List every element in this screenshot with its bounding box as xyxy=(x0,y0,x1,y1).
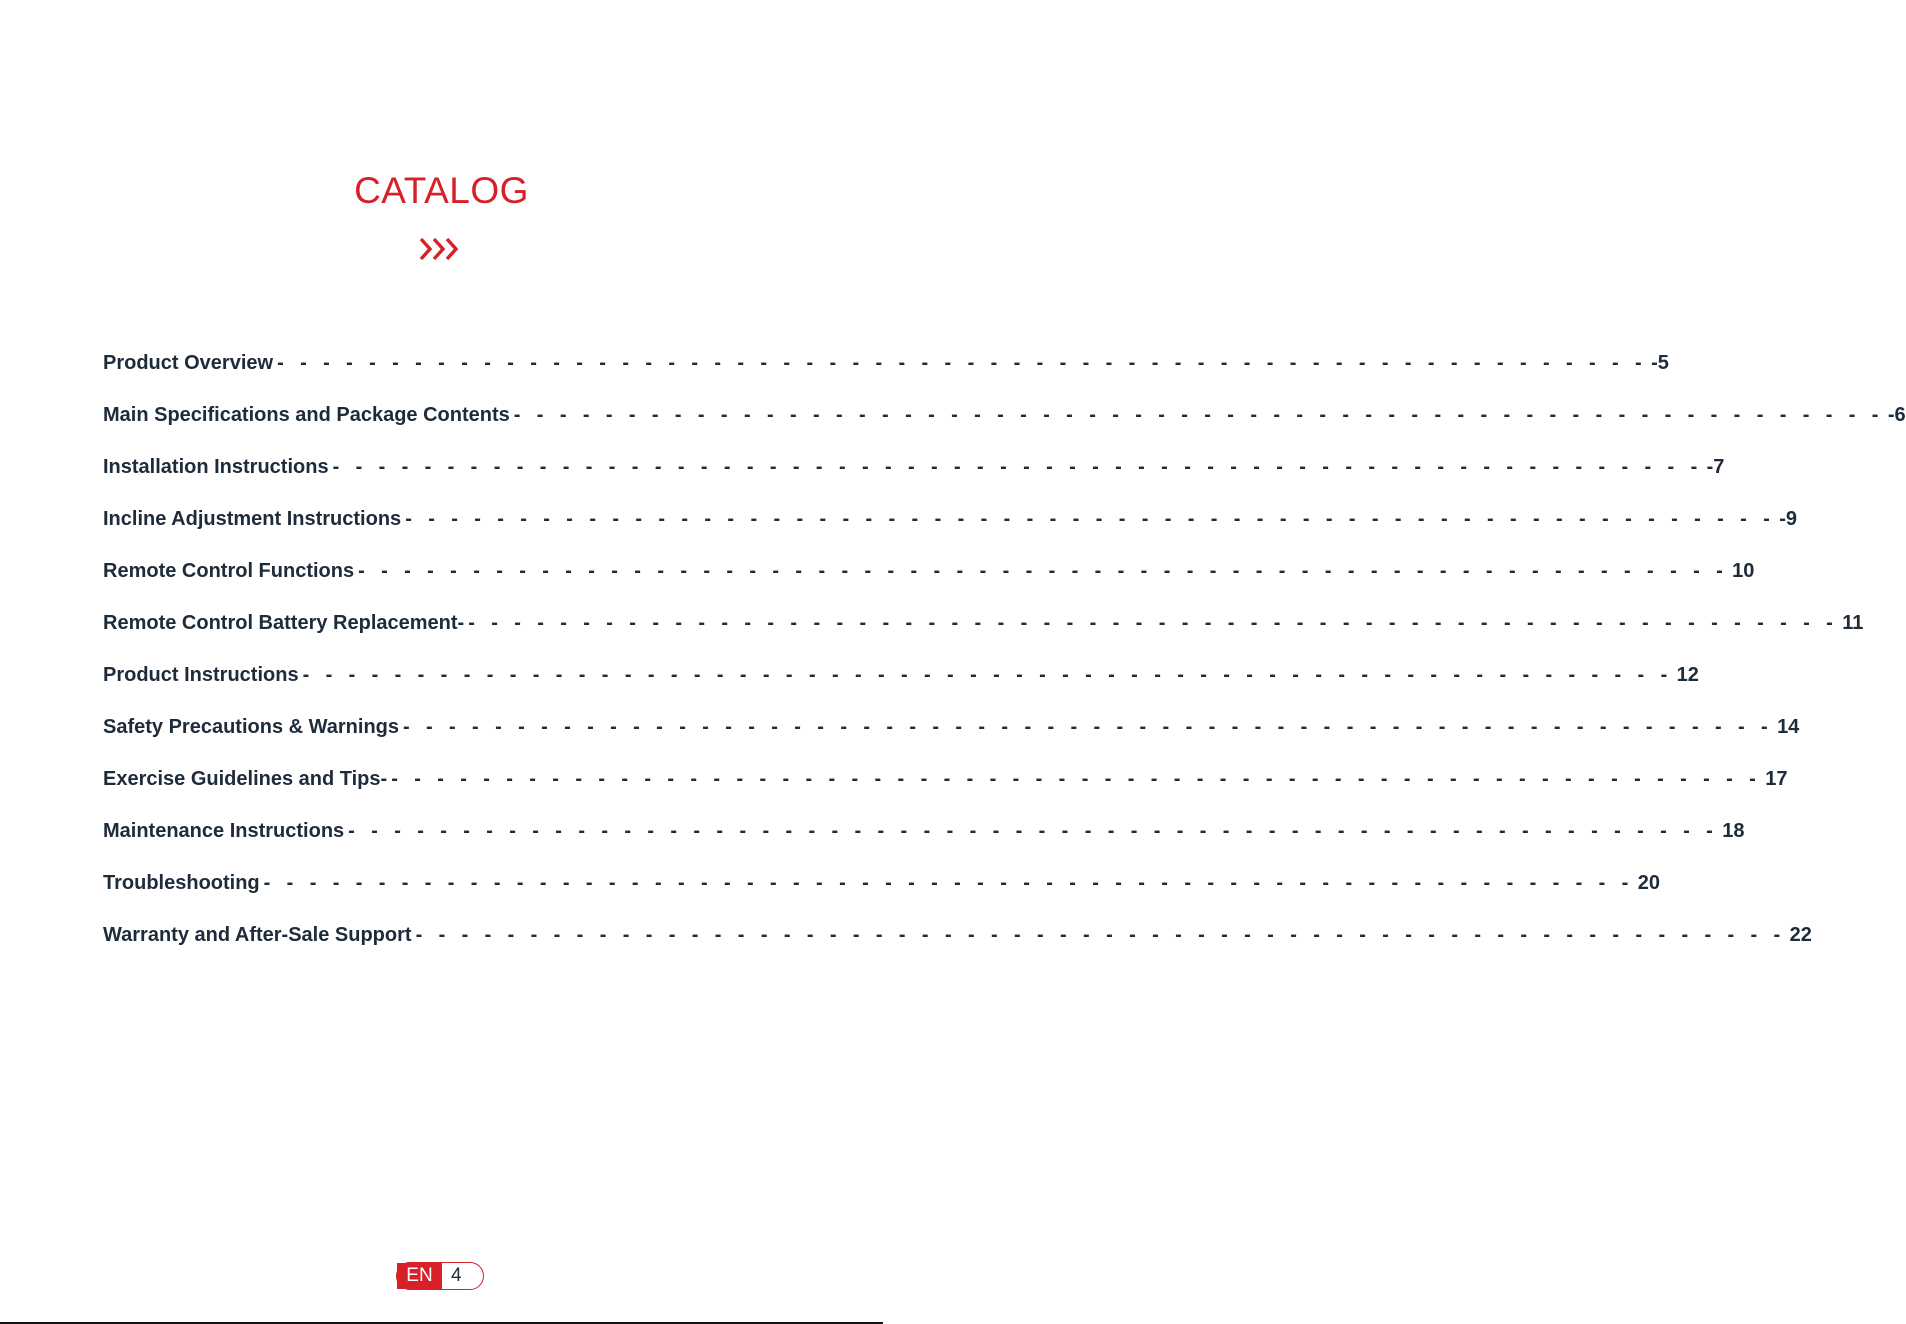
toc-entry-title: Safety Precautions & Warnings xyxy=(103,716,399,738)
toc-entry-page: 12 xyxy=(1676,664,1699,686)
toc-entry-title: Remote Control Battery Replacement- xyxy=(103,612,465,634)
toc-dot-leader: - - - - - - - - - - - - - - - - - - - - - - - - - - - - - - - - - - - - - - - - - - - - - - - - - - - - - - - - - - - - xyxy=(302,664,1673,686)
toc-entry[interactable] xyxy=(103,716,1800,768)
toc-entry[interactable] xyxy=(103,924,1812,976)
toc-entry[interactable] xyxy=(103,404,1906,456)
toc-entry-title: Product Overview xyxy=(103,352,274,374)
toc-entry[interactable] xyxy=(103,820,1745,872)
toc-entry-page: 14 xyxy=(1777,716,1800,738)
toc-entry-page: 22 xyxy=(1789,924,1812,946)
toc-dot-leader: - - - - - - - - - - - - - - - - - - - - - - - - - - - - - - - - - - - - - - - - - - - - - - - - - - - - - - - - - - - - xyxy=(403,716,1774,738)
table-of-contents xyxy=(103,352,1906,976)
toc-dot-leader: - - - - - - - - - - - - - - - - - - - - - - - - - - - - - - - - - - - - - - - - - - - - - - - - - - - - - - - - - - - - xyxy=(391,768,1762,790)
page-number: 4 xyxy=(451,1265,462,1286)
language-label: EN xyxy=(397,1263,442,1289)
toc-entry-title: Exercise Guidelines and Tips- xyxy=(103,768,388,790)
toc-dot-leader: - - - - - - - - - - - - - - - - - - - - - - - - - - - - - - - - - - - - - - - - - - - - - - - - - - - - - - - - - - - - xyxy=(358,560,1729,582)
page-number-badge xyxy=(396,1262,484,1290)
toc-entry[interactable] xyxy=(103,664,1699,716)
toc-entry-page: -9 xyxy=(1779,508,1798,530)
toc-entry-title: Product Instructions xyxy=(103,664,299,686)
toc-entry-page: 20 xyxy=(1637,872,1660,894)
toc-entry-title: Warranty and After-Sale Support xyxy=(103,924,412,946)
toc-entry-title: Installation Instructions xyxy=(103,456,329,478)
toc-entry-title: Maintenance Instructions xyxy=(103,820,345,842)
toc-entry[interactable] xyxy=(103,560,1755,612)
toc-entry[interactable] xyxy=(103,768,1788,820)
toc-dot-leader: - - - - - - - - - - - - - - - - - - - - - - - - - - - - - - - - - - - - - - - - - - - - - - - - - - - - - - - - - - - - xyxy=(415,924,1786,946)
toc-entry[interactable] xyxy=(103,872,1660,924)
toc-dot-leader: - - - - - - - - - - - - - - - - - - - - - - - - - - - - - - - - - - - - - - - - - - - - - - - - - - - - - - - - - - - - xyxy=(513,404,1884,426)
toc-entry-page: 10 xyxy=(1732,560,1755,582)
toc-entry-page: -6 xyxy=(1887,404,1906,426)
toc-entry-title: Main Specifications and Package Contents xyxy=(103,404,510,426)
toc-entry-page: 11 xyxy=(1842,612,1864,634)
toc-entry[interactable] xyxy=(103,508,1798,560)
toc-entry-title: Remote Control Functions xyxy=(103,560,355,582)
toc-entry[interactable] xyxy=(103,352,1669,404)
toc-dot-leader: - - - - - - - - - - - - - - - - - - - - - - - - - - - - - - - - - - - - - - - - - - - - - - - - - - - - - - - - - - - - xyxy=(263,872,1634,894)
toc-dot-leader: - - - - - - - - - - - - - - - - - - - - - - - - - - - - - - - - - - - - - - - - - - - - - - - - - - - - - - - - - - - - xyxy=(468,612,1839,634)
toc-entry[interactable] xyxy=(103,456,1725,508)
toc-entry-page: -7 xyxy=(1706,456,1725,478)
toc-dot-leader: - - - - - - - - - - - - - - - - - - - - - - - - - - - - - - - - - - - - - - - - - - - - - - - - - - - - - - - - - - - - xyxy=(405,508,1776,530)
toc-entry-title: Troubleshooting xyxy=(103,872,260,894)
page-title: CATALOG xyxy=(354,170,529,211)
triple-chevron-right-icon xyxy=(418,236,464,262)
toc-entry[interactable] xyxy=(103,612,1864,664)
toc-dot-leader: - - - - - - - - - - - - - - - - - - - - - - - - - - - - - - - - - - - - - - - - - - - - - - - - - - - - - - - - - - - - xyxy=(277,352,1648,374)
toc-entry-page: -5 xyxy=(1651,352,1669,374)
toc-entry-page: 17 xyxy=(1765,768,1788,790)
toc-entry-page: 18 xyxy=(1722,820,1745,842)
toc-entry-title: Incline Adjustment Instructions xyxy=(103,508,402,530)
toc-dot-leader: - - - - - - - - - - - - - - - - - - - - - - - - - - - - - - - - - - - - - - - - - - - - - - - - - - - - - - - - - - - - xyxy=(332,456,1703,478)
toc-dot-leader: - - - - - - - - - - - - - - - - - - - - - - - - - - - - - - - - - - - - - - - - - - - - - - - - - - - - - - - - - - - - xyxy=(348,820,1719,842)
